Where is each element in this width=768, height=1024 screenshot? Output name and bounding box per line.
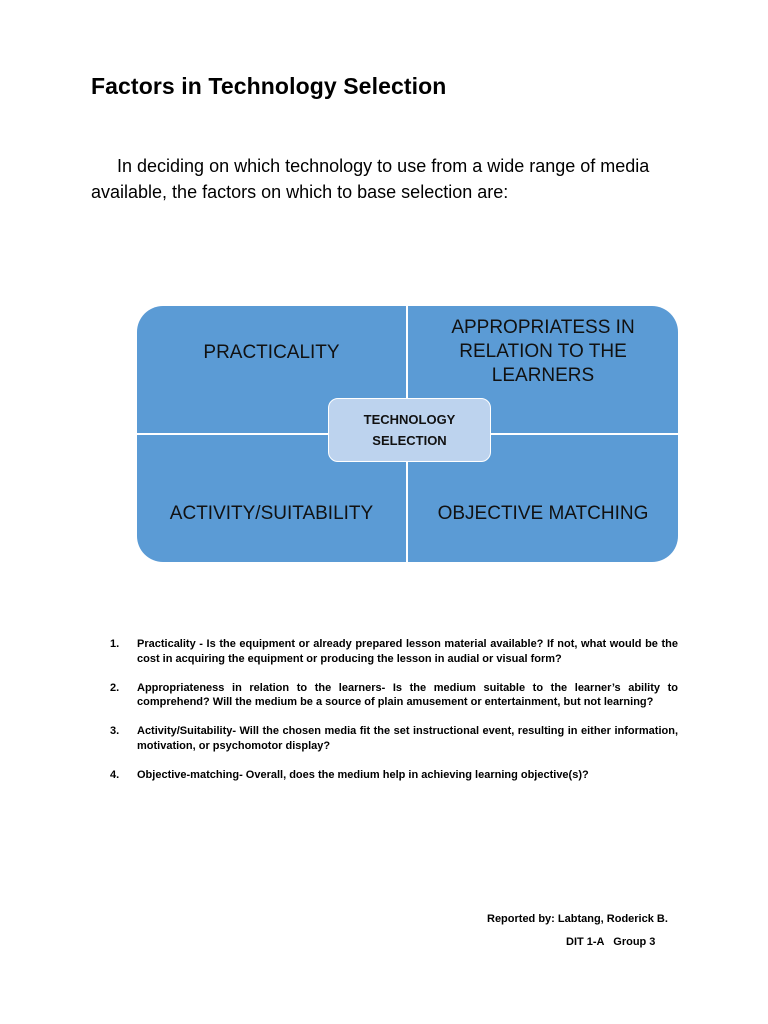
intro-text: In deciding on which technology to use from a wide range of media available, the factors on which to base selection are: <box>91 156 650 202</box>
class-section: DIT 1-A Group 3 <box>566 936 656 948</box>
factor-number: 4. <box>110 768 120 781</box>
factor-item <box>110 724 678 753</box>
quadrant-activity-suitability: ACTIVITY/SUITABILITY <box>169 503 374 524</box>
factor-text: Practicality - Is the equipment or already prepared lesson material available? If not, what would be the cost in acquiring the equipment or producing the lesson in audial or visual form? <box>137 638 678 665</box>
quadrant-appropriateness: APPROPRIATESS IN RELATION TO THE LEARNERS <box>451 317 635 386</box>
factor-text: Appropriateness in relation to the learners- Is the medium suitable to the learner’s ability to comprehend? Will the medium be a source of plain amusement or entertainment, but not learning? <box>137 681 678 708</box>
center-technology-selection <box>328 398 491 462</box>
page-title: Factors in Technology Selection <box>91 73 447 99</box>
factor-item <box>110 637 678 666</box>
quadrant-objective-matching: OBJECTIVE MATCHING <box>437 503 649 524</box>
factor-text: Objective-matching- Overall, does the medium help in achieving learning objective(s)? <box>137 768 589 781</box>
center-label-line1: TECHNOLOGY <box>363 412 456 427</box>
factor-number: 2. <box>110 681 120 694</box>
reporter-credit: Reported by: Labtang, Roderick B. <box>487 913 668 925</box>
quadrant-practicality: PRACTICALITY <box>203 342 340 363</box>
center-label-line2: SELECTION <box>372 433 447 448</box>
factors-list <box>110 637 678 797</box>
factor-text: Activity/Suitability- Will the chosen media fit the set instructional event, resulting in either information, motivation, or psychomotor display? <box>137 725 678 752</box>
factor-item <box>110 768 678 783</box>
factor-number: 3. <box>110 725 120 737</box>
intro-paragraph <box>91 153 691 205</box>
factor-number: 1. <box>110 638 120 650</box>
factor-item <box>110 681 678 710</box>
